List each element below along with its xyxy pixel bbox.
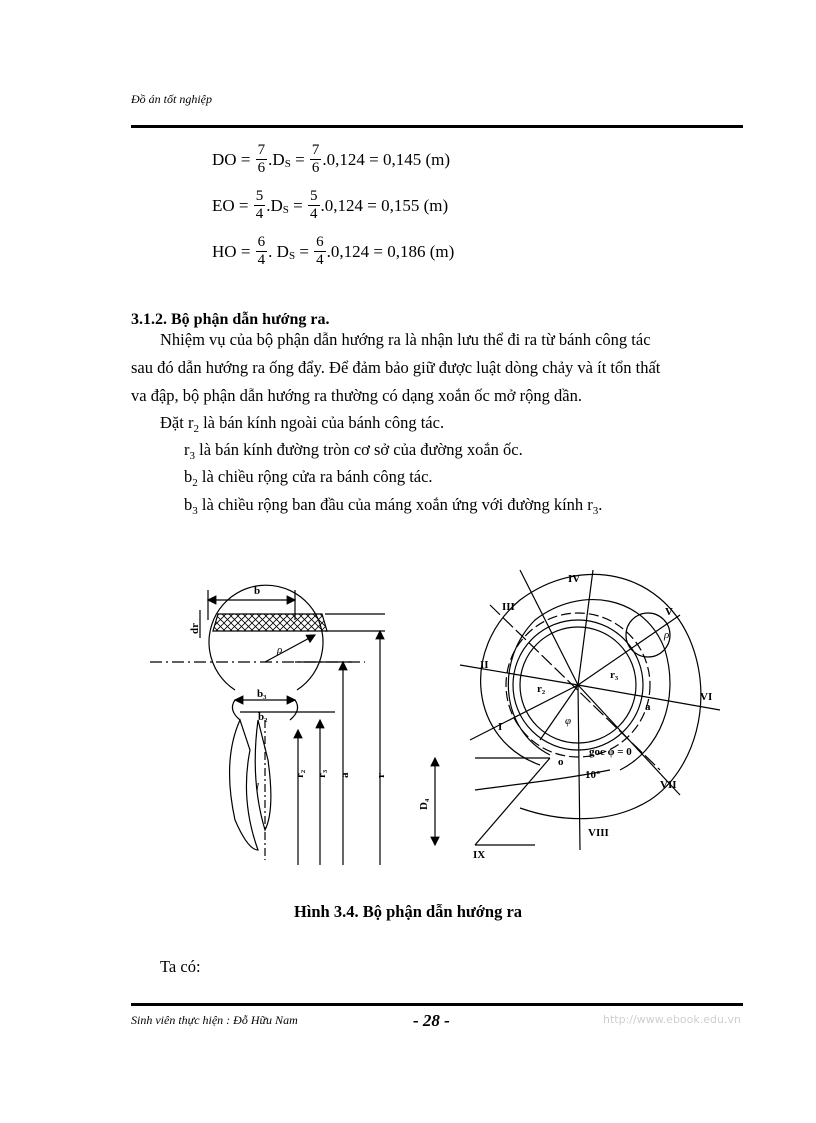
eq-lhs: EO <box>212 195 235 215</box>
label-vii: VII <box>660 779 677 791</box>
label-phi: φ <box>565 715 572 727</box>
figure-caption: Hình 3.4. Bộ phận dẫn hướng ra <box>293 902 523 921</box>
label-b: b <box>254 585 261 597</box>
body-text-ta-co: Ta có: <box>160 957 201 976</box>
label-l: l <box>256 781 260 793</box>
eq-sub: S <box>282 203 289 216</box>
label-a-right: a <box>645 701 651 713</box>
fraction: $\frac{5}{4}$ <box>255 188 264 222</box>
label-ix: IX <box>473 849 486 861</box>
cross-section-diagram <box>150 585 385 865</box>
label-o: o <box>558 756 564 768</box>
header-rule <box>131 125 743 128</box>
label-b2: b₂ <box>258 711 268 723</box>
label-iii: III <box>502 601 515 613</box>
paragraph-line: va đập, bộ phận dẫn hướng ra thường có dạng xoắn ốc mở rộng dần. <box>131 386 582 405</box>
fraction: $\frac{7}{6}$ <box>257 142 266 176</box>
label-r3-right: r₃ <box>610 669 619 681</box>
paragraph-line: Nhiệm vụ của bộ phận dẫn hướng ra là nhận lưu thể đi ra từ bánh công tác <box>160 330 651 349</box>
equation-ho: HO = $\frac{6}{4}$ . D S = $\frac{6}{4}$ .0,124 = 0,186 (m) <box>212 234 455 268</box>
eq-rhs: .0,124 = 0,145 (m) <box>322 149 451 169</box>
eq-lhs: HO <box>212 241 237 261</box>
footer-rule <box>131 1003 743 1006</box>
paragraph-line: sau đó dẫn hướng ra ống đẩy. Để đảm bảo giữ được luật dòng chảy và ít tổn thất <box>131 358 661 377</box>
label-b3: b₃ <box>257 688 267 700</box>
section-heading: 3.1.2. Bộ phận dẫn hướng ra. <box>131 311 330 328</box>
volute-diagram <box>435 570 720 850</box>
label-i: I <box>498 721 503 733</box>
eq-rhs: .0,124 = 0,155 (m) <box>320 195 449 215</box>
definition-b3: $b_3$ là chiều rộng ban đầu của máng xoắn ứng với đường kính $r_3$. <box>184 495 603 517</box>
eq-sub: S <box>288 249 296 262</box>
definition-r3: $r_3$ là bán kính đường tròn cơ sở của đường xoắn ốc. <box>184 440 523 462</box>
fraction: $\frac{7}{6}$ <box>311 142 320 176</box>
label-viii: VIII <box>588 827 609 839</box>
eq-mid: .D <box>266 195 283 215</box>
equation-eo: EO = $\frac{5}{4}$ .D S = $\frac{5}{4}$ .0,124 = 0,155 (m) <box>212 188 449 222</box>
label-a: a <box>339 772 351 778</box>
label-r: r <box>375 773 387 778</box>
fraction: $\frac{6}{4}$ <box>316 234 324 268</box>
label-iv: IV <box>568 573 581 585</box>
label-rho-small: ρ <box>664 629 670 641</box>
label-r2: r₂ <box>294 769 306 778</box>
eq-lhs: DO <box>212 149 237 169</box>
label-vi: VI <box>700 691 713 703</box>
footer-url[interactable]: http://www.ebook.edu.vn <box>603 1013 741 1026</box>
definition-r2: Đặt $r_2$ là bán kính ngoài của bánh công tác. <box>160 413 445 435</box>
label-ii: II <box>480 659 489 671</box>
eq-mid: .D <box>268 149 285 169</box>
eq-sub: S <box>284 157 291 170</box>
label-dr: dr <box>189 623 201 634</box>
fraction: $\frac{5}{4}$ <box>310 188 318 222</box>
label-10-deg: 10° <box>585 769 601 781</box>
fraction: $\frac{6}{4}$ <box>257 234 266 268</box>
label-r3: r₃ <box>316 769 328 778</box>
definition-b2: $b_2$ là chiều rộng cửa ra bánh công tác. <box>184 467 433 489</box>
figure-diagram <box>140 560 740 880</box>
header-title: Đồ án tốt nghiệp <box>131 92 212 106</box>
page-number: - 28 - <box>413 1011 450 1030</box>
footer-author: Sinh viên thực hiện : Đỗ Hữu Nam <box>131 1013 298 1027</box>
label-d4: D₄ <box>418 798 430 810</box>
label-v: V <box>665 606 673 618</box>
eq-rhs: .0,124 = 0,186 (m) <box>326 241 455 261</box>
label-r2-right: r₂ <box>537 683 546 695</box>
label-rho: ρ <box>277 644 283 656</box>
label-goc: goc φ = 0 <box>589 746 632 758</box>
eq-mid: . D <box>268 241 289 261</box>
equation-do: DO = $\frac{7}{6}$ .D S = $\frac{7}{6}$ .0,124 = 0,145 (m) <box>212 142 451 176</box>
